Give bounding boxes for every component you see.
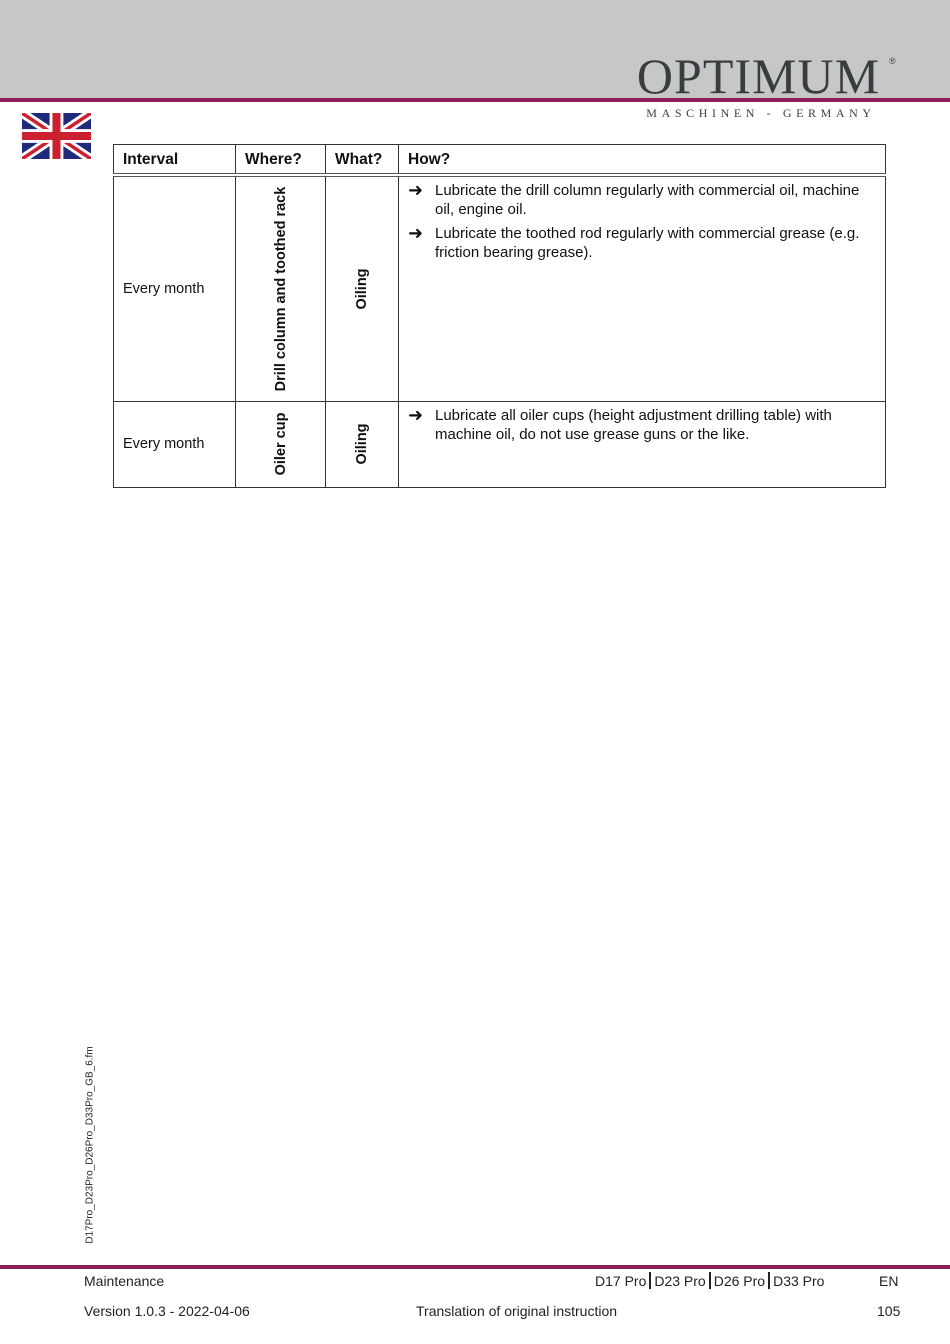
page-number: 105	[877, 1303, 901, 1319]
interval-cell: Every month	[114, 401, 236, 487]
model-separator	[768, 1272, 770, 1289]
instruction-item	[408, 224, 875, 263]
what-cell	[326, 175, 399, 402]
footer-section: Maintenance	[84, 1273, 165, 1289]
table-row	[114, 175, 886, 402]
right-arrow-icon: ➜	[408, 404, 424, 425]
model-separator	[709, 1272, 711, 1289]
where-label: Oiler cup	[272, 412, 289, 476]
column-header-interval: Interval	[114, 145, 236, 175]
model-label: D33 Pro	[773, 1272, 825, 1289]
footer-rule	[0, 1265, 950, 1269]
instruction-text: Lubricate the drill column regularly with commercial oil, machine oil, engine oil.	[435, 181, 860, 218]
instruction-text: Lubricate the toothed rod regularly with commercial grease (e.g. friction bearing grease).	[435, 224, 860, 261]
brand-logo: OPTIMUM	[636, 48, 881, 104]
what-label: Oiling	[354, 267, 370, 310]
right-arrow-icon: ➜	[408, 179, 424, 200]
where-cell	[236, 401, 326, 487]
column-header-where: Where?	[236, 145, 326, 175]
instruction-item	[408, 181, 875, 220]
right-arrow-icon: ➜	[408, 222, 424, 243]
side-filename: D17Pro_D23Pro_D26Pro_D33Pro_GB_6.fm	[84, 1046, 96, 1244]
table-header-row	[114, 145, 886, 175]
what-label: Oiling	[354, 423, 370, 465]
instruction-text: Lubricate all oiler cups (height adjustment drilling table) with machine oil, do not use grease guns or the like.	[435, 406, 832, 443]
what-cell	[326, 401, 399, 487]
instruction-item	[408, 406, 875, 445]
brand-registered-mark: ®	[889, 56, 896, 66]
uk-flag-icon	[22, 113, 91, 159]
brand-subtitle: MASCHINEN - GERMANY	[646, 106, 876, 120]
model-label: D17 Pro	[595, 1272, 647, 1289]
model-separator	[649, 1272, 651, 1289]
column-header-how: How?	[399, 145, 886, 175]
column-header-what: What?	[326, 145, 399, 175]
footer-translation-note: Translation of original instruction	[416, 1303, 618, 1319]
table-row	[114, 401, 886, 487]
footer-language: EN	[879, 1273, 899, 1289]
where-label: Drill column and toothed rack	[272, 186, 289, 391]
how-cell	[399, 175, 886, 402]
where-cell	[236, 175, 326, 402]
footer-version: Version 1.0.3 - 2022-04-06	[84, 1303, 250, 1319]
model-label: D26 Pro	[713, 1272, 766, 1289]
footer-models	[595, 1272, 824, 1289]
maintenance-table	[113, 144, 886, 488]
how-cell	[399, 401, 886, 487]
interval-cell: Every month	[114, 175, 236, 402]
model-label: D23 Pro	[654, 1272, 706, 1289]
